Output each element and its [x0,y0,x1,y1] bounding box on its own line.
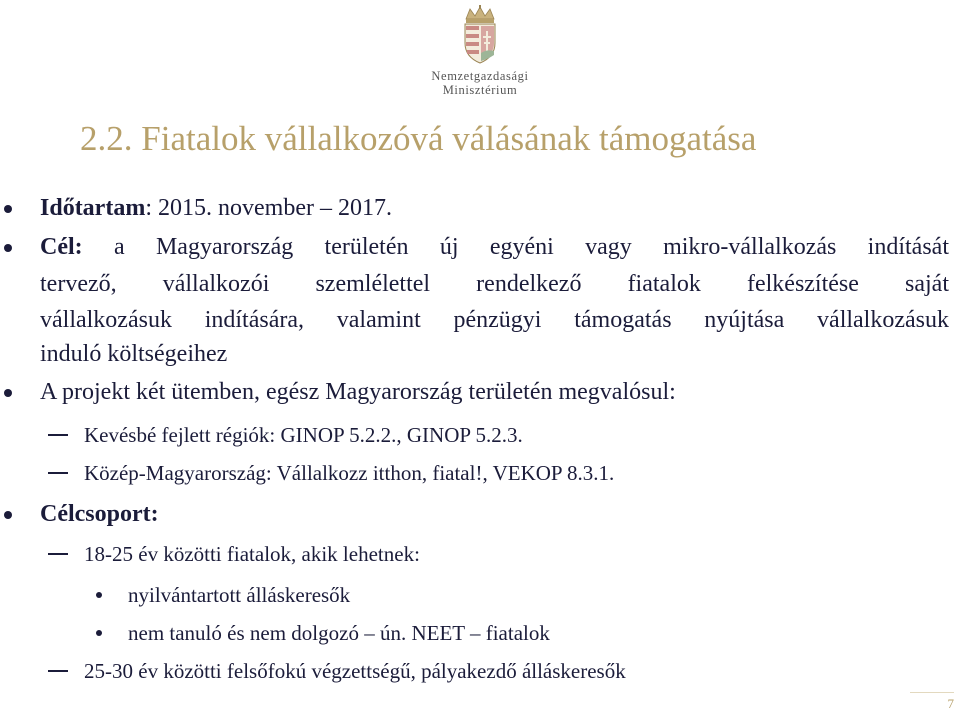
target-sub-1: 18-25 év közötti fiatalok, akik lehetnek: [84,542,420,566]
bullet-icon [4,511,12,519]
target-sub-1a: nyilvántartott álláskeresők [128,583,351,607]
duration-value: : 2015. november – 2017. [145,195,392,221]
goal-line-4: induló költségeihez [40,341,228,367]
project-sub-2: Közép-Magyarország: Vállalkozz itthon, fiatal!, VEKOP 8.3.1. [84,461,615,485]
bullet-icon [4,244,12,252]
slide-title: 2.2. Fiatalok vállalkozóvá válásának támogatása [80,119,757,158]
duration-line [40,193,392,223]
goal-line-1 [40,232,949,262]
dash-icon [48,472,68,474]
coat-of-arms-icon [458,5,502,65]
bullet-icon [4,205,12,213]
logo-text-line2: Minisztérium [442,83,518,97]
bullet-icon [96,630,102,636]
goal-text-1: a Magyarország területén új egyéni vagy mikro-vállalkozás indítását [82,234,949,260]
goal-line-3: vállalkozásuk indítására, valamint pénzügyi támogatás nyújtása vállalkozásuk [40,307,949,333]
dash-icon [48,670,68,672]
footer-divider [910,692,954,693]
dash-icon [48,553,68,555]
logo-text-line1: Nemzetgazdasági [431,69,529,83]
goal-line-2: tervező, vállalkozói szemlélettel rendelkező fiatalok felkészítése saját [40,271,949,297]
bullet-icon [4,389,12,397]
target-sub-2: 25-30 év közötti felsőfokú végzettségű, pályakezdő álláskeresők [84,659,626,683]
project-sub-1: Kevésbé fejlett régiók: GINOP 5.2.2., GINOP 5.2.3. [84,423,523,447]
page-number: 7 [947,696,954,711]
duration-label: Időtartam [40,195,146,221]
project-line: A projekt két ütemben, egész Magyarország területén megvalósul: [40,379,676,405]
ministry-logo [424,5,536,97]
target-line [40,499,159,529]
bullet-icon [96,592,102,598]
target-label: Célcsoport: [40,501,159,527]
goal-label: Cél: [40,234,83,260]
target-sub-1b: nem tanuló és nem dolgozó – ún. NEET – fiatalok [128,621,550,645]
dash-icon [48,434,68,436]
